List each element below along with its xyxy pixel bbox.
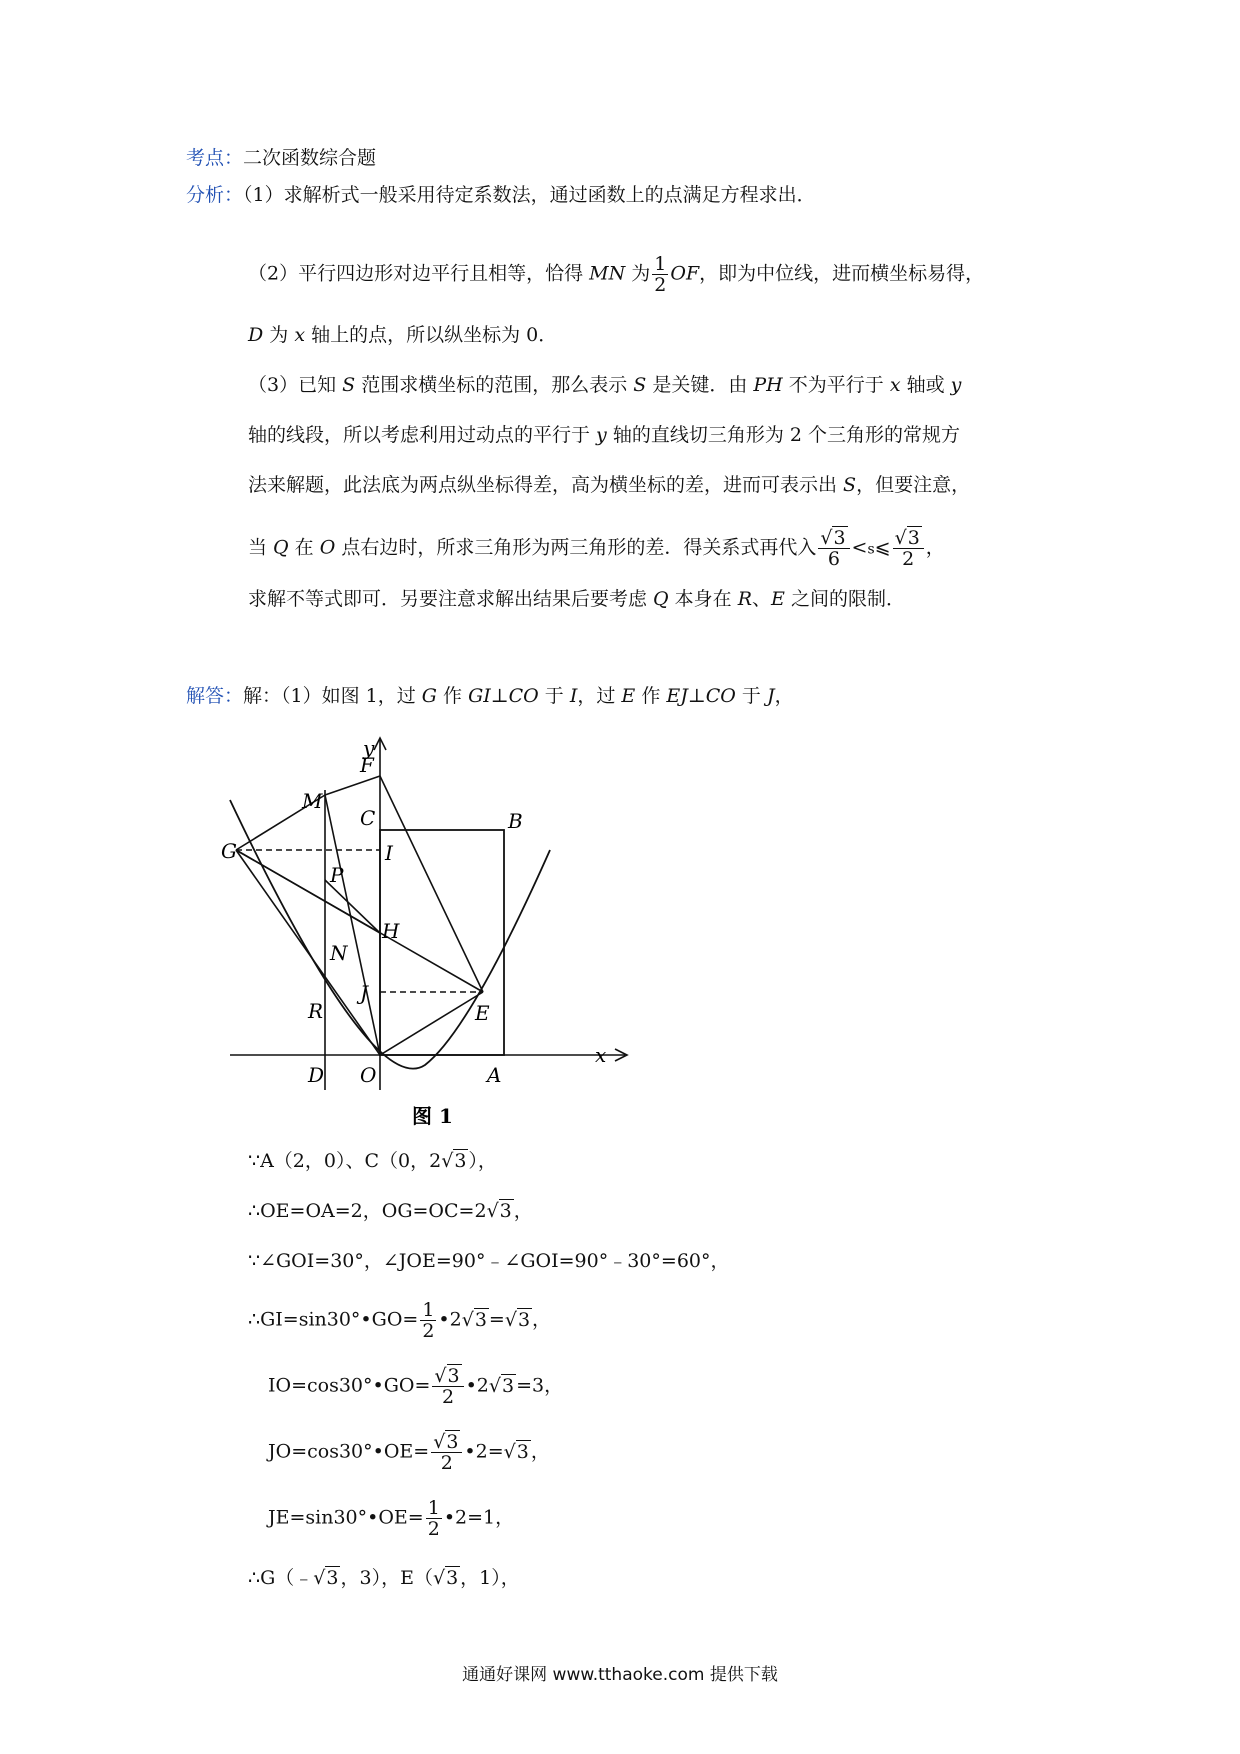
fraction-sqrt3-over-2 — [432, 1366, 463, 1407]
step-2 — [248, 1198, 533, 1224]
label-x: x — [595, 1043, 607, 1067]
radical-sign — [820, 527, 832, 549]
label-m: M — [302, 789, 323, 813]
math-e: E — [621, 685, 636, 707]
radical-sign — [462, 1309, 474, 1331]
step-5 — [268, 1366, 563, 1407]
analysis-line-5 — [248, 422, 960, 448]
radicand: 3 — [907, 527, 920, 549]
analysis-text-6a: 法来解题，此法底为两点纵坐标得差，高为横坐标的差，进而可表示出 — [248, 474, 844, 496]
math-s: S — [843, 474, 857, 496]
perp-sign: ⊥ — [687, 685, 706, 707]
radicand: 3 — [516, 1440, 529, 1463]
math-ej: EJ — [666, 685, 688, 707]
step-4-end: ， — [532, 1308, 552, 1331]
step-1 — [248, 1148, 497, 1174]
label-a: A — [487, 1063, 502, 1087]
analysis-text-4c: 是关键．由 — [646, 374, 754, 396]
label-b: B — [508, 809, 523, 833]
analysis-text-8d: 之间的限制． — [784, 588, 905, 610]
analysis-text-8a: 求解不等式即可．另要注意求解出结果后要考虑 — [248, 588, 654, 610]
fraction-sqrt3-over-6 — [818, 528, 849, 569]
fraction-sqrt3-over-2 — [431, 1432, 462, 1473]
analysis-text-8b: 本身在 — [668, 588, 738, 610]
figure-caption: 图 1 — [412, 1104, 453, 1128]
radicand: 3 — [833, 527, 846, 549]
math-r: R — [737, 588, 753, 610]
answer-line-1 — [186, 683, 794, 709]
analysis-text-7c: 点右边时，所求三角形为两三角形的差．得关系式再代入 — [335, 536, 817, 559]
step-1-end: ）， — [468, 1150, 497, 1172]
analysis-text-7a: 当 — [248, 536, 274, 559]
math-s: S — [342, 374, 356, 396]
answer-text-3: 于 — [538, 685, 570, 707]
fraction-den: 2 — [902, 548, 915, 570]
radical-sign — [433, 1567, 445, 1589]
answer-label: 解答： — [186, 685, 244, 707]
answer-text-5: 作 — [635, 685, 667, 707]
analysis-label: 分析： — [186, 184, 244, 206]
label-y: y — [363, 736, 375, 760]
step-8 — [248, 1565, 520, 1591]
answer-text-4: ，过 — [577, 685, 622, 707]
analysis-text-2a: （2）平行四边形对边平行且相等，恰得 — [248, 262, 590, 285]
figure-1-diagram — [221, 720, 650, 1130]
math-co: CO — [705, 685, 736, 707]
perp-sign: ⊥ — [490, 685, 509, 707]
radical-sign — [505, 1309, 517, 1331]
label-i: I — [385, 841, 393, 865]
math-j: J — [766, 685, 775, 707]
step-8-text: ∴G（﹣ — [248, 1567, 314, 1589]
label-o: O — [360, 1063, 377, 1087]
radicand: 3 — [454, 1150, 467, 1172]
radical-sign — [313, 1567, 325, 1589]
math-co: CO — [508, 685, 539, 707]
radicand: 3 — [502, 1374, 515, 1397]
fraction-num: 1 — [654, 253, 667, 275]
fraction-den: 2 — [654, 274, 667, 296]
label-n: N — [330, 941, 348, 965]
fraction-num — [431, 1432, 462, 1453]
answer-text-1: 解：（1）如图 1，过 — [243, 685, 422, 707]
segment-oe — [380, 992, 483, 1055]
radicand: 3 — [499, 1200, 512, 1222]
analysis-text-1: （1）求解析式一般采用待定系数法，通过函数上的点满足方程求出． — [243, 184, 816, 206]
analysis-text-8c: 、 — [752, 588, 772, 610]
analysis-line-7 — [248, 528, 945, 569]
math-x: x — [294, 324, 306, 346]
radical-sign — [441, 1150, 453, 1172]
label-c: C — [360, 806, 376, 830]
analysis-text-7b: 在 — [288, 536, 320, 559]
analysis-text-4e: 轴或 — [900, 374, 951, 396]
fraction-num — [818, 528, 849, 549]
analysis-text-5b: 轴的直线切三角形为 2 个三角形的常规方 — [606, 424, 960, 446]
radicand: 3 — [326, 1567, 339, 1589]
math-y: y — [950, 374, 962, 396]
radical-sign — [489, 1375, 501, 1397]
topic-text: 二次函数综合题 — [243, 147, 377, 169]
step-5-text: IO=cos30°•GO= — [268, 1374, 431, 1397]
fraction-den: 2 — [440, 1452, 453, 1474]
radicand: 3 — [474, 1308, 487, 1331]
fraction-num: 1 — [422, 1299, 435, 1321]
analysis-text-3a: 为 — [263, 324, 295, 346]
fraction-num — [893, 528, 924, 549]
fraction-half — [420, 1300, 436, 1341]
label-p: P — [330, 863, 344, 887]
step-6-end: ， — [530, 1440, 550, 1463]
label-e: E — [475, 1001, 490, 1025]
analysis-text-2b: 为 — [625, 262, 651, 285]
segment-fe — [380, 776, 483, 992]
math-of: OF — [670, 262, 700, 285]
math-mn: MN — [589, 262, 626, 285]
step-8-mid: ，3），E（ — [340, 1567, 433, 1589]
analysis-text-7-end: ， — [925, 536, 945, 559]
radical-sign — [434, 1365, 446, 1387]
radical-sign — [504, 1441, 516, 1463]
analysis-line-3 — [248, 322, 557, 348]
topic-label: 考点： — [186, 147, 244, 169]
step-7 — [268, 1498, 514, 1539]
answer-text-7: ， — [774, 685, 794, 707]
topic-line — [186, 145, 376, 171]
step-6-mid: •2= — [464, 1440, 504, 1463]
fraction-den: 2 — [427, 1518, 440, 1540]
fraction-den: 2 — [441, 1386, 455, 1408]
math-q: Q — [273, 536, 289, 559]
label-j: J — [360, 981, 369, 1005]
analysis-line-4 — [248, 372, 961, 398]
step-2-end: ， — [513, 1200, 533, 1222]
step-4-text: ∴GI=sin30°•GO= — [248, 1308, 419, 1331]
analysis-line-8 — [248, 586, 905, 612]
answer-text-2: 作 — [436, 685, 469, 707]
analysis-text-3b: 轴上的点，所以纵坐标为 0． — [305, 324, 558, 346]
step-7-end: •2=1， — [443, 1506, 515, 1529]
step-5-end: =3， — [516, 1374, 564, 1397]
equals-sign: = — [488, 1308, 505, 1331]
fraction-den: 6 — [827, 548, 840, 570]
radical-sign — [433, 1431, 445, 1453]
step-7-text: JE=sin30°•OE= — [268, 1506, 424, 1529]
fraction-sqrt3-over-2 — [893, 528, 924, 569]
step-1-text: ∵A（2，0）、C（0，2 — [248, 1150, 442, 1172]
segment-gh — [236, 850, 380, 933]
analysis-text-4a: （3）已知 — [248, 374, 343, 396]
step-3 — [248, 1248, 730, 1274]
math-g: G — [421, 685, 437, 707]
fraction-num — [432, 1366, 463, 1387]
radicand: 3 — [517, 1308, 531, 1331]
step-6-text: JO=cos30°•OE= — [268, 1440, 430, 1463]
label-h: H — [382, 919, 400, 943]
analysis-text-4b: 范围求横坐标的范围，那么表示 — [355, 374, 634, 396]
analysis-text-2c: ，即为中位线，进而横坐标易得， — [699, 262, 985, 285]
math-gi: GI — [468, 685, 491, 707]
segment-mf — [325, 776, 380, 795]
math-d: D — [248, 324, 264, 346]
label-f: F — [360, 753, 374, 777]
analysis-text-5a: 轴的线段，所以考虑利用过动点的平行于 — [248, 424, 597, 446]
step-6 — [268, 1432, 550, 1473]
math-ph: PH — [753, 374, 783, 396]
math-x: x — [889, 374, 901, 396]
analysis-text-6b: ，但要注意， — [856, 474, 971, 496]
answer-text-6: 于 — [735, 685, 767, 707]
label-d: D — [308, 1063, 325, 1087]
fraction-half — [652, 254, 668, 295]
math-s: S — [633, 374, 647, 396]
math-q: Q — [653, 588, 669, 610]
less-than-sign: < — [851, 536, 868, 559]
step-4 — [248, 1300, 551, 1341]
page-footer: 通通好课网 www.tthaoke.com 提供下载 — [462, 1665, 778, 1685]
analysis-line-1 — [186, 182, 816, 208]
step-8-end: ，1）， — [460, 1567, 520, 1589]
radicand: 3 — [446, 1431, 459, 1453]
step-2-text: ∴OE=OA=2，OG=OC=2 — [248, 1200, 487, 1222]
radicand: 3 — [447, 1365, 460, 1387]
radicand: 3 — [446, 1567, 459, 1589]
radical-sign — [487, 1200, 499, 1222]
math-i: I — [569, 685, 578, 707]
analysis-line-2 — [248, 254, 984, 295]
math-e: E — [771, 588, 785, 610]
analysis-line-6 — [248, 472, 970, 498]
math-y: y — [596, 424, 607, 446]
fraction-num: 1 — [427, 1497, 440, 1519]
label-g: G — [221, 839, 237, 863]
label-r: R — [308, 999, 324, 1023]
analysis-text-4d: 不为平行于 — [782, 374, 890, 396]
math-s-small: s — [867, 541, 875, 558]
radical-sign — [895, 527, 907, 549]
step-5-mid: •2 — [465, 1374, 489, 1397]
step-4-mid: •2 — [438, 1308, 462, 1331]
math-o: O — [319, 536, 336, 559]
step-3-text: ∵∠GOI=30°，∠JOE=90°﹣∠GOI=90°﹣30°=60°， — [248, 1250, 730, 1272]
fraction-half — [426, 1498, 442, 1539]
fraction-den: 2 — [422, 1320, 435, 1342]
less-equal-sign: ⩽ — [874, 536, 891, 559]
